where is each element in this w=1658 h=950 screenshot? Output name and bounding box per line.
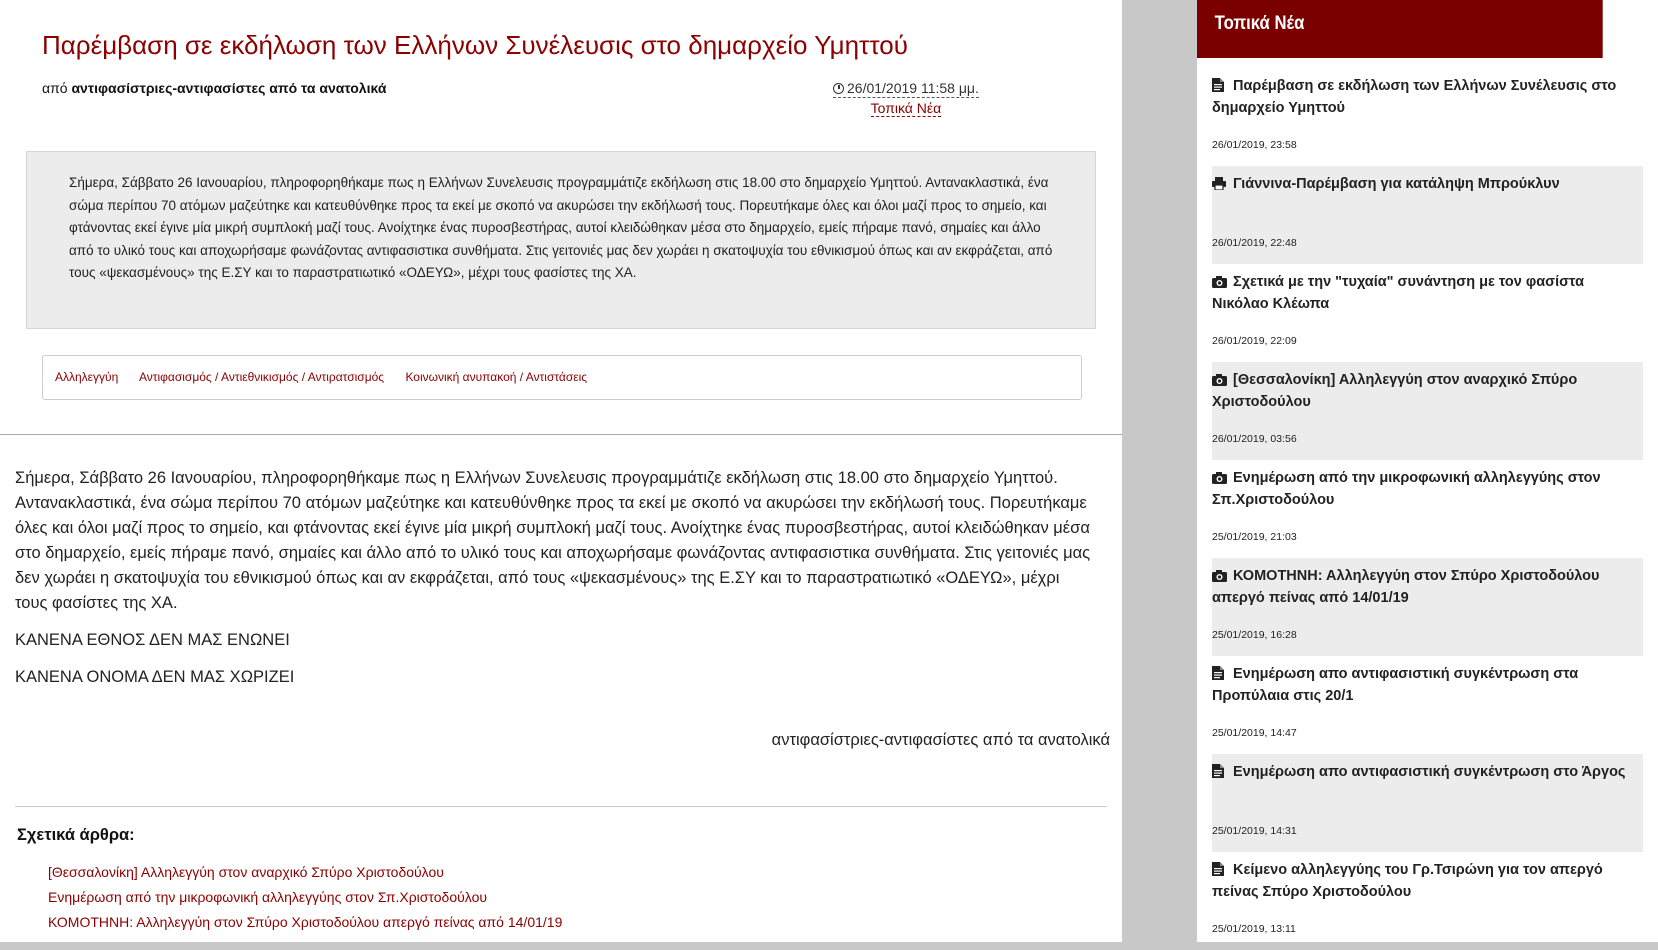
related-link[interactable]: ΚΟΜΟΤΗΝΗ: Αλληλεγγύη στον Σπύρο Χριστοδούλου απεργό πείνας από 14/01/19 [48, 914, 563, 930]
sidebar-news-item[interactable] [1212, 656, 1643, 754]
camera-icon [1212, 469, 1225, 482]
article-body [15, 466, 1095, 702]
tag-link[interactable]: Αλληλεγγύη [55, 370, 119, 384]
sidebar-news-title[interactable] [1212, 369, 1632, 413]
article-meta [833, 80, 979, 117]
sidebar-news-item[interactable] [1212, 460, 1643, 558]
sidebar-news-date: 25/01/2019, 14:31 [1212, 825, 1297, 837]
sidebar-news-title[interactable] [1212, 75, 1632, 119]
related-heading: Σχετικά άρθρα: [17, 826, 135, 844]
related-link[interactable]: Ενημέρωση από την μικροφωνική αλληλεγγύης στον Σπ.Χριστοδούλου [48, 889, 488, 905]
sidebar-news-date: 25/01/2019, 21:03 [1212, 531, 1297, 543]
sidebar-news-title-text[interactable]: Γιάννινα-Παρέμβαση για κατάληψη Μπρούκλυν [1233, 176, 1560, 192]
sidebar-news-title-text[interactable]: Ενημέρωση από την μικροφωνική αλληλεγγύης στον Σπ.Χριστοδούλου [1212, 470, 1601, 508]
byline [42, 80, 386, 96]
section-divider [0, 434, 1122, 435]
sidebar-news-title[interactable] [1212, 565, 1632, 609]
clock-icon [833, 83, 844, 94]
camera-icon [1212, 371, 1225, 384]
camera-icon [1212, 273, 1225, 286]
sidebar-news-title[interactable] [1212, 467, 1632, 511]
body-paragraph: ΚΑΝΕΝΑ ΕΘΝΟΣ ΔΕΝ ΜΑΣ ΕΝΩΝΕΙ [15, 631, 290, 649]
sidebar-news-date: 26/01/2019, 22:48 [1212, 237, 1297, 249]
category-link[interactable]: Τοπικά Νέα [870, 100, 942, 116]
sidebar-news-title[interactable] [1212, 859, 1632, 903]
sidebar-news-date: 25/01/2019, 14:47 [1212, 727, 1297, 739]
sidebar-news-item[interactable] [1212, 558, 1643, 656]
sidebar-list [1212, 68, 1643, 950]
article-summary: Σήμερα, Σάββατο 26 Ιανουαρίου, πληροφορηθήκαμε πως η Ελλήνων Συνελευσις προγραμμάτιζε εκδήλωση στις 18.00 στο δημαρχείο Υμηττού. Αντανακλαστικά, ένα σώμα περίπου 70 ατόμων μαζεύτηκε και κατευθύνθηκε προς τα εκεί με σκοπό να ακυρώσει την εκδήλωσή τους. Πορευτήκαμε όλες και όλοι μαζί προς το σημείο, και φτάνοντας εκεί έγινε μία μικρή συμπλοκή μαζί τους. Ανοίχτηκε ένας πυροσβεστήρας, αυτοί κλειδώθηκαν μέσα στο δημαρχείο, εμείς πήραμε πανό, σημαίες και άλλο από το υλικό τους και αποχωρήσαμε φωνάζοντας αντιφασιστικα συνθήματα. Στις γειτονιές μας δεν χωράει η σκατοψυχία του εθνικισμού όπως και αν εκφράζεται, από τους «ψεκασμένους» της Ε.ΣΥ και το παραστρατιωτικό «ΟΔΕΥΩ», μέχρι τους φασίστες της ΧΑ. [26, 151, 1096, 329]
sidebar-news-item[interactable] [1212, 264, 1643, 362]
sidebar-news-title-text[interactable]: Ενημέρωση απο αντιφασιστική συγκέντρωση στα Προπύλαια στις 20/1 [1212, 666, 1579, 704]
tag-link[interactable]: Κοινωνική ανυπακοή / Αντιστάσεις [405, 370, 588, 384]
document-icon [1212, 77, 1225, 90]
sidebar-news-item[interactable] [1212, 68, 1643, 166]
sidebar-news-title[interactable] [1212, 173, 1632, 195]
camera-icon [1212, 567, 1225, 580]
sidebar-news-title-text[interactable]: Παρέμβαση σε εκδήλωση των Ελλήνων Συνέλευσις στο δημαρχείο Υμηττού [1212, 78, 1617, 116]
article-signature: αντιφασίστριες-αντιφασίστες από τα ανατολικά [771, 731, 1110, 749]
sidebar-news-title-text[interactable]: ΚΟΜΟΤΗΝΗ: Αλληλεγγύη στον Σπύρο Χριστοδούλου απεργό πείνας από 14/01/19 [1212, 568, 1600, 606]
sidebar-news-date: 25/01/2019, 16:28 [1212, 629, 1297, 641]
document-icon [1212, 861, 1225, 874]
sidebar-news-item[interactable] [1212, 754, 1643, 852]
document-icon [1212, 763, 1225, 776]
sidebar-news-title-text[interactable]: Ενημέρωση απο αντιφασιστική συγκέντρωση στο Άργος [1233, 764, 1626, 780]
article-date [833, 80, 979, 98]
sidebar-news-title[interactable] [1212, 271, 1632, 315]
sidebar-header: Τοπικά Νέα [1197, 0, 1603, 58]
byline-prefix: από [42, 80, 68, 96]
related-divider [15, 806, 1107, 807]
tag-link[interactable]: Αντιφασισμός / Αντιεθνικισμός / Αντιρατσισμός [138, 370, 385, 384]
body-paragraph: Σήμερα, Σάββατο 26 Ιανουαρίου, πληροφορηθήκαμε πως η Ελλήνων Συνελευσις προγραμμάτιζε εκδήλωση στις 18.00 στο δημαρχείο Υμηττού. Αντανακλαστικά, ένα σώμα περίπου 70 ατόμων μαζεύτηκε και κατευθύνθηκε προς τα εκεί με σκοπό να ακυρώσει την εκδήλωσή τους. Πορευτήκαμε όλες και όλοι μαζί προς το σημείο, και φτάνοντας εκεί έγινε μία μικρή συμπλοκή μαζί τους. Ανοίχτηκε ένας πυροσβεστήρας, αυτοί κλειδώθηκαν μέσα στο δημαρχείο, εμείς πήραμε πανό, σημαίες και άλλο από το υλικό τους και αποχωρήσαμε φωνάζοντας αντιφασιστικα συνθήματα. Στις γειτονιές μας δεν χωράει η σκατοψυχία του εθνικισμού όπως και αν εκφράζεται, από τους «ψεκασμένους» της Ε.ΣΥ και το παραστρατιωτικό «ΟΔΕΥΩ», μέχρι τους φασίστες της ΧΑ. [15, 469, 1091, 612]
print-icon [1212, 175, 1225, 188]
sidebar-news-item[interactable] [1212, 362, 1643, 460]
sidebar-news-title[interactable] [1212, 761, 1632, 783]
related-list [48, 860, 562, 935]
article-title: Παρέμβαση σε εκδήλωση των Ελλήνων Συνέλευσις στο δημαρχείο Υμηττού [42, 30, 908, 60]
body-paragraph: ΚΑΝΕΝΑ ΟΝΟΜΑ ΔΕΝ ΜΑΣ ΧΩΡΙΖΕΙ [15, 668, 295, 686]
sidebar-news-title-text[interactable]: Κείμενο αλληλεγγύης του Γρ.Τσιρώνη για τον απεργό πείνας Σπύρο Χριστοδούλου [1212, 862, 1603, 900]
related-link[interactable]: [Θεσσαλονίκη] Αλληλεγγύη στον αναρχικό Σπύρο Χριστοδούλου [48, 864, 444, 880]
sidebar-news-date: 26/01/2019, 22:09 [1212, 335, 1297, 347]
sidebar-news-title-text[interactable]: [Θεσσαλονίκη] Αλληλεγγύη στον αναρχικό Σπύρο Χριστοδούλου [1212, 372, 1578, 410]
sidebar-news-date: 26/01/2019, 03:56 [1212, 433, 1297, 445]
sidebar [1197, 0, 1658, 942]
sidebar-news-date: 26/01/2019, 23:58 [1212, 139, 1297, 151]
sidebar-news-title[interactable] [1212, 663, 1632, 707]
sidebar-news-item[interactable] [1212, 166, 1643, 264]
author-link[interactable]: αντιφασίστριες-αντιφασίστες από τα ανατολικά [71, 80, 387, 96]
tag-list [42, 355, 1082, 400]
sidebar-news-title-text[interactable]: Σχετικά με την "τυχαία" συνάντηση με τον φασίστα Νικόλαο Κλέωπα [1212, 274, 1585, 312]
document-icon [1212, 665, 1225, 678]
article-date-text: 26/01/2019 11:58 μμ. [847, 80, 979, 96]
sidebar-news-item[interactable] [1212, 852, 1643, 950]
sidebar-news-date: 25/01/2019, 13:11 [1212, 923, 1296, 935]
